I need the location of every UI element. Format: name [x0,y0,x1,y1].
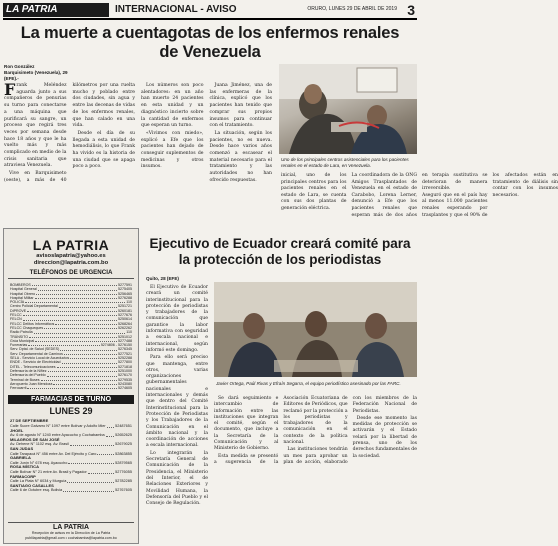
story2-paragraph: Para ello será preciso que mantenga, entre otros, varias organizaciones gubernamentales nacionales e internacionales y demás que dentro del Comité Interinstitucional para la Protección de Periodistas y los Trabajadores de la Comunicación en el ámbito nacional y la coordinación de acciones a escala internacional. [146,355,208,449]
phone-number[interactable]: 5276345 [118,347,132,352]
story1-photo-caption: Uno de los principales centros asistenciales para los pacientes renales en el estado de Lara, en Venezuela. [281,157,409,168]
edition-date: ORURO, LUNES 29 DE ABRIL DE 2019 [307,6,397,12]
story1-side-body [281,173,558,225]
leader-dots [23,317,117,320]
pharmacy-address: Calle Junín N° 678 esq. Ayacucho [10,460,68,465]
leader-dots [70,356,117,359]
leader-dots [23,313,117,316]
leader-dots [67,479,114,483]
phone-name: Serv. Departamental de Caminos [10,351,63,356]
leader-dots [53,382,117,385]
leader-dots [48,369,117,372]
pharmacy-name: FARMACORP [10,473,36,479]
pharmacy-title: FARMACIAS DE TURNO [8,395,134,404]
phone-name: FELCC Chaqueques [10,325,44,330]
phone-number[interactable]: 5251721 [118,304,132,309]
pharmacy-address: Calle La Plata N° 6034 y Murguía [10,479,67,484]
phones-list [10,283,132,390]
phone-name: FELCC Delitos Informáticos [10,321,55,326]
story1-body [4,80,272,221]
phone-number[interactable]: 5251000 [118,368,132,373]
pharmacy-phone[interactable]: 52679025 [115,442,132,447]
phone-number[interactable]: 110 [126,330,132,335]
section-title: INTERNACIONAL - AVISO [115,4,237,15]
leader-dots [38,287,117,290]
pharmacy-row [10,488,132,493]
story2-paragraph: Lo integrarán la Secretaría General de Comunicación de la Presidencia, el Ministerio del Interior, el de Relaciones Exteriores y Movilidad Humana, la Defensoría del Pueblo y el Consejo de Regulación. [146,450,208,507]
pharmacy-phone[interactable]: 52767605 [115,488,132,493]
phone-number[interactable]: 5251012 [118,334,132,339]
pharmacy-phone[interactable]: 52487651 [115,424,132,429]
byline-place: Barquisimeto (Venezuela), 29 [4,70,68,75]
story2-paragraph: Las instituciones tendrán un mes para aprobar un plan de acción, elaborado con los miembros de la Federación Nacional de Periodistas. [283,396,417,465]
story2-byline: Quito, 28 (EFE) [146,276,179,281]
leader-dots [25,300,125,303]
phone-name: Aeropuerto Juan Mendoza [10,381,53,386]
footer-logo: LA PATRIA [52,524,90,532]
phone-name: Centro Policial Departamental [10,304,58,309]
story1-paragraph: Los números son poco alentadores: en un año han muerto 24 pacientes en esta unidad y un diagnóstico incierto sobre la cantidad de enfermos que esperan un turno. [141,83,204,129]
phone-row [10,386,132,390]
pharmacy-address: Calle Bolívar N° 21 entre Av. Brasil y Pagador [10,469,87,474]
pharmacy-name: ROSA MÍSTICA [10,464,39,470]
footer-line: Recepción de avisos en la Dirección de La Patria [31,531,111,536]
story1-paragraph: Vive en Barquisimeto (oeste), a más de 40 kilómetros por una ruelta mucho y poblado entre dos ciudades, sin agua y entre las decenas de vidas de los enfermos renales, que han calado en una vida. [4,83,135,183]
leader-dots [107,424,114,428]
phone-number[interactable]: 5271818 [118,364,132,369]
phone-number[interactable]: 110 [126,300,132,305]
phone-number[interactable]: 5260181 [118,308,132,313]
newspaper-brand: LA PATRIA [3,3,109,17]
phone-name: Terminal de Buses [10,377,40,382]
sidebar-email-direction[interactable]: direccion@lapatria.com.bo [33,260,109,266]
story1-paragraph: «Vivimos con miedo», explicó a Efe que los pacientes han dejado de conseguir suplementos de medicinas y otros insumos. [141,130,204,170]
footer-contacts[interactable]: publilapatria@gmail.com • cochabamba@lapatria.com.bo [25,535,117,540]
phone-number[interactable]: 5276288 [118,295,132,300]
pharmacy-address: Calle Tarapacá N° 456 entre Av. Del Ejército y Caro [10,451,97,456]
phone-number[interactable]: 5277800 [118,360,132,365]
pharmacy-phone[interactable]: 52782285 [115,479,132,484]
phone-number[interactable]: 5274806 - 5276150 [100,343,132,348]
drop-cap: F [4,80,16,99]
leader-dots [35,296,117,299]
pharmacy-name: 27 DE SEPTIEMBRE [10,418,49,424]
pharmacy-phone[interactable]: 52879565 [115,460,132,465]
story2-photo [214,282,417,377]
pharmacy-name: SAN JUDAS [10,445,34,451]
leader-dots [27,386,117,389]
phone-name: FELCN [10,317,22,322]
pharmacy-name: SANTIAGO CASALLES [10,482,54,488]
phone-number[interactable]: 5262262 [118,325,132,330]
phone-name: Defensoría de la Niñez [10,368,47,373]
phone-number[interactable]: 5243080 [118,381,132,386]
leader-dots [27,309,117,312]
story1-photo [279,64,417,154]
leader-dots [36,292,117,295]
pharmacy-phone[interactable]: 52776055 [115,469,132,474]
leader-dots [55,322,117,325]
story2-paragraph: Esta medida se presentó a sugerencia de la Asociación Ecuatoriana de Editores de Periódicos, que reclamó por la protección a los periodistas y trabajadores de la comunicación en el contexto de la política nacional. [214,396,348,465]
phone-number[interactable]: 5275405 [118,287,132,292]
story1-paragraph: inicial, uno de los principales centros para los pacientes renales en el estado de Lara, se cuenta con sus dos plantas de generación eléctrica. [281,173,347,211]
phone-name: Ferrocarril [10,386,27,391]
phone-name: FELCC [10,313,22,318]
phone-name: Funerarias [10,343,28,348]
story2-paragraph: Desde ese momento las medidas de protección se activarán y el Estado velará por la libertad de prensa, uno de los derechos fundamentales de la sociedad. [352,415,417,459]
phone-name: Radio Patrulla [10,330,33,335]
story2-body-left [146,285,208,543]
leader-dots [32,283,117,286]
pharmacy-date: LUNES 29 [49,406,93,417]
story1-paragraph: Aseguró que en el país hay al menos 11.000 pacientes renales esperando por trasplantes y que el 90% de los afectados están en tratamiento de diálisis sin contar con los insumos necesarios. [422,173,558,218]
story1-paragraph: La situación, según los pacientes, no es nueva. Desde hace varios años comenzó a escasear el material necesario para el tratamiento y las autoridades no han ofrecido respuestas. [209,130,272,183]
pharmacy-address: Av. Dehene N° 1102 esq. Av. Brasil [10,442,69,447]
story2-body-right [214,396,417,544]
pharmacy-phone[interactable]: 52863855 [115,451,132,456]
leader-dots [57,365,117,368]
leader-dots [29,335,117,338]
phone-number[interactable]: 5276170 [118,373,132,378]
phone-number[interactable]: 5277591 [118,283,132,287]
page-header [3,2,417,20]
phones-title: TELÉFONOS DE URGENCIA [8,269,134,279]
leader-dots [34,330,126,333]
pharmacy-list [10,419,132,493]
phone-name: Hospital General [10,287,37,292]
phone-name: POLICÍA [10,300,25,305]
byline-name: Ron González [4,64,35,69]
leader-dots [70,442,114,446]
pharmacy-phone[interactable]: 52652625 [115,433,132,438]
story1-paragraph: Juana Jiménez, una de las enfermeras de la clínica, explicó que los pacientes han tenido que comprar sus propios insumos para continuar con el tratamiento. [209,83,272,129]
phone-name: DITEL - Telecomunicaciones [10,364,56,369]
story1-paragraph: Desde el día de su llegada a esta unidad de hemodiálisis, lo que Frank ha vivido es la historia de una ciudad que se apaga poco a poco. [72,130,135,170]
phone-name: Grúa Municipal [10,338,35,343]
leader-dots [97,452,114,456]
story2-paragraph: Se dará seguimiento e intercambio de información entre las instituciones que integran el comité, según el documento, que incluye a la Secretaría de la Comunicación y al Ministerio de Gobierno. [214,396,279,452]
pharmacy-address: Calle Sucre Galvarro N° 1097 entre Bolívar y Adolfo Mier [10,424,106,429]
pharmacy-name: JHOEL [10,427,24,433]
phone-number[interactable]: 5277488 [118,338,132,343]
sidebar-footer [8,522,134,540]
phone-name: TRÁNSITO [10,334,29,339]
story2-headline: Ejecutivo de Ecuador creará comité para la protección de los periodistas [149,236,411,267]
phone-number[interactable]: 5250614 [118,317,132,322]
phone-name: Serv. Dptal. de Salud (SEDES) [10,347,60,352]
leader-dots [68,461,114,465]
phone-number[interactable]: 5277521 [118,351,132,356]
phone-number[interactable]: 5268264 [118,321,132,326]
page-number: 3 [407,2,415,18]
sidebar-email-ads[interactable]: avisoslapatria@yahoo.es [36,253,106,259]
pharmacy-address: Av. 6 de agosto N° 1240 entre Ayacucho y Cochabamba [10,433,105,438]
sidebar-logo: LA PATRIA [32,237,110,253]
byline-agency: (EFE).- [4,76,19,81]
phone-name: ENDE - Servicio de Electricidad [10,360,61,365]
leader-dots [62,360,117,363]
pharmacy-name: GABRIELA [10,455,31,461]
pharmacy-name: MILAGROS DE SAN JOSÉ [10,436,60,442]
phone-name: DIPROVE [10,308,27,313]
phone-number[interactable]: 5252288 [118,356,132,361]
story2-photo-caption: Javier Ortega, Paúl Rivas y Efraín Segarra, el equipo periodístico asesinado por las FARC. [216,381,401,386]
leader-dots [44,326,117,329]
leader-dots [60,347,117,350]
phone-number[interactable]: 5279535 [118,377,132,382]
phone-number[interactable]: 5256465 [118,291,132,296]
story1-paragraph: La coordinadora de la ONG Amigos Trasplantados de Venezuela en el estado de Carabobo, Lorena Lerner, denunció a Efe que los pacientes renales que esperan más de dos años en terapia sustitutiva se deterioran de manera irreversible. [351,173,488,218]
phone-number[interactable]: 5274605 [118,386,132,391]
leader-dots [41,378,117,381]
phone-name: SELA - Servicio Local de Acueductos [10,356,70,361]
phone-name: Hospital Obrero [10,291,36,296]
leader-dots [106,433,114,437]
story1-headline: La muerte a cuentagotas de los enfermos renales de Venezuela [20,24,400,61]
story2-paragraph: El Ejecutivo de Ecuador creará un comité interinstitucional para la protección de periodistas y trabajadores de la comunicación que garantice la labor informativa con seguridad a escala nacional e internacional, según informó este domingo. [146,285,208,353]
pharmacy-address: Calle 6 de Octubre esq. Bolivia [10,488,63,493]
leader-dots [47,373,117,376]
leader-dots [59,304,117,307]
phone-name: BOMBEROS [10,283,31,287]
phone-name: Defensoría del Pueblo [10,373,46,378]
leader-dots [88,470,114,474]
phone-name: Hospital Militar [10,295,34,300]
leader-dots [63,488,114,492]
leader-dots [35,339,117,342]
leader-dots [28,343,100,346]
urgency-sidebar [3,228,139,544]
leader-dots [64,352,117,355]
phone-number[interactable]: 5277676 [118,313,132,318]
story1-paragraph: Frank Meléndez aguarda junto a sus compañeros de penurias su turno para conectarse a una máquina que purificará su sangre, un proceso que regirá tres veces por semana desde hace 18 años y que le ha vuelto más y más complicado en medio de la crisis sanitaria que atraviesa Venezuela. [4,80,67,169]
